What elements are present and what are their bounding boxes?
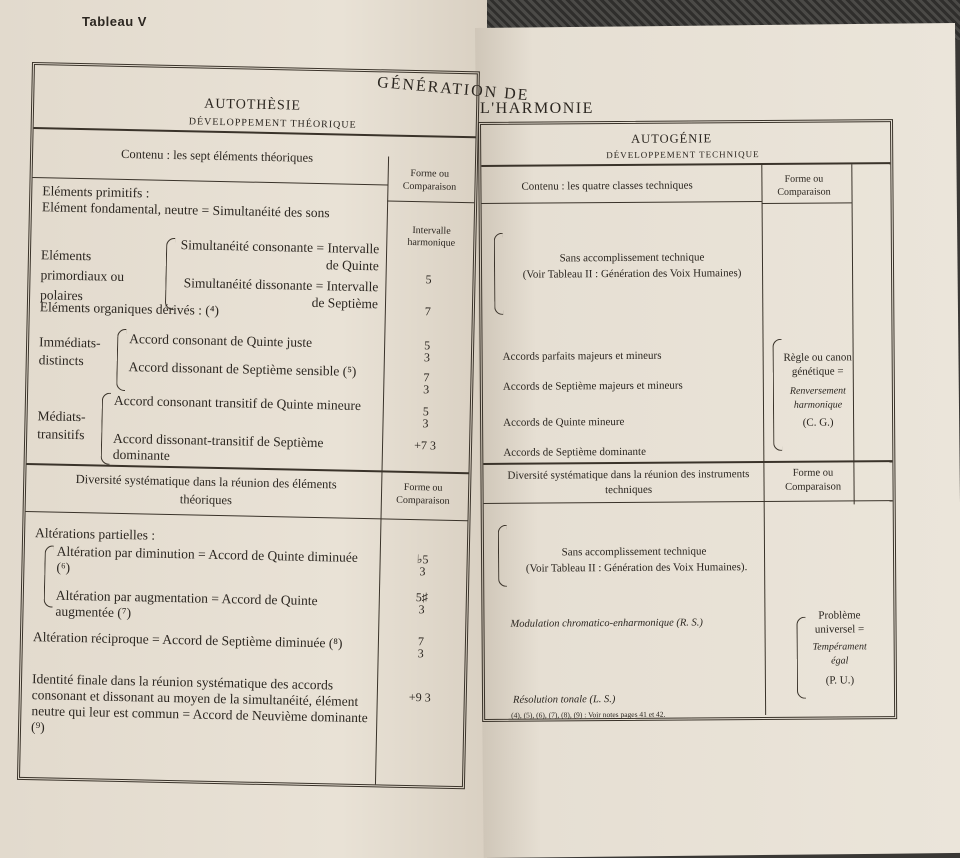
figure-plus7-3: +7 3 bbox=[414, 438, 437, 453]
regle-canon: Règle ou canon génétique = bbox=[783, 351, 852, 378]
accords-septieme: Accords de Septième majeurs et mineurs bbox=[502, 379, 683, 393]
col-head-forme-right: Forme ou Comparaison bbox=[777, 173, 831, 198]
figure-plus9-3: +9 3 bbox=[408, 690, 431, 705]
brace bbox=[494, 233, 504, 315]
title-right: L'HARMONIE bbox=[480, 100, 594, 117]
identite-finale: Identité finale dans la réunion systématique des accords consonant et dissonant au moyen de la simultanéité, élément neutre qui leur est commun = Accord de Neuvième dominante (⁹) bbox=[30, 671, 368, 735]
figure-flat5-3: ♭5 3 bbox=[416, 552, 429, 579]
autogenie-subtitle: DÉVELOPPEMENT TECHNIQUE bbox=[606, 149, 760, 161]
divider bbox=[34, 127, 476, 138]
autogenie-title: AUTOGÉNIE bbox=[631, 131, 713, 146]
temperament-egal: Tempérament égal bbox=[812, 641, 867, 667]
pu-label: (P. U.) bbox=[825, 674, 855, 687]
column-divider bbox=[851, 164, 854, 504]
mediats-label: Médiats-transitifs bbox=[37, 408, 86, 443]
col-head-contenu: Contenu : les sept éléments théoriques bbox=[120, 146, 314, 165]
alteration-augmentation: Altération par augmentation = Accord de Quinte augmentée (⁷) bbox=[55, 587, 318, 621]
page-label: Tableau V bbox=[82, 14, 147, 29]
figure-5-3: 5 3 bbox=[422, 404, 429, 431]
divider bbox=[387, 200, 474, 203]
organiques-label: Eléments organiques dérivés : (⁴) bbox=[39, 299, 220, 318]
autothesie-subtitle: DÉVELOPPEMENT THÉORIQUE bbox=[188, 116, 357, 131]
accords-parfaits: Accords parfaits majeurs et mineurs bbox=[502, 349, 662, 363]
col-head-forme: Forme ou Comparaison bbox=[402, 167, 457, 193]
renversement-harmonique: Renversement harmonique bbox=[789, 385, 846, 411]
figure-5sharp-3: 5♯ 3 bbox=[415, 590, 429, 617]
divider bbox=[762, 202, 852, 204]
figure-7-3: 7 3 bbox=[423, 370, 430, 397]
divider bbox=[483, 460, 892, 465]
simult-consonante: Simultanéité consonante = Intervalle de Quinte bbox=[180, 237, 380, 274]
divider bbox=[482, 201, 762, 204]
brace bbox=[116, 329, 126, 391]
diversite-heading: Diversité systématique dans la réunion des éléments théoriques bbox=[75, 472, 337, 508]
alteration-diminution: Altération par diminution = Accord de Quinte diminuée (⁶) bbox=[56, 543, 359, 575]
brace bbox=[101, 393, 112, 465]
primitifs-label: Eléments primitifs : bbox=[42, 183, 150, 201]
forme-heading-2: Forme ou Comparaison bbox=[396, 481, 450, 507]
autothesie-table bbox=[17, 62, 480, 789]
autothesie-title: AUTOTHÈSIE bbox=[203, 96, 302, 114]
accords-septieme-dominante: Accords de Septième dominante bbox=[503, 445, 647, 459]
alteration-reciproque: Altération réciproque = Accord de Septième diminuée (⁸) bbox=[32, 629, 343, 651]
figure-5: 5 bbox=[425, 272, 432, 287]
title-left: GÉNÉRATION DE bbox=[376, 74, 531, 105]
primordiaux-label: Eléments primordiaux ou polaires bbox=[39, 247, 125, 304]
diversite-heading-right: Diversité systématique dans la réunion des instruments techniques bbox=[507, 468, 750, 497]
sans-accomplissement-2: Sans accomplissement technique bbox=[561, 545, 707, 559]
divider bbox=[26, 511, 468, 521]
immediats-label: Immédiats-distincts bbox=[38, 334, 101, 369]
brace bbox=[773, 339, 783, 451]
accord-dissonant-septieme: Accord dissonant de Septième sensible (⁵) bbox=[128, 359, 357, 379]
alterations-label: Altérations partielles : bbox=[34, 525, 156, 543]
voir-tableau-2: (Voir Tableau II : Génération des Voix Humaines). bbox=[525, 561, 748, 575]
probleme-universel: Problème universel = bbox=[814, 609, 865, 636]
figure-5-3: 5 3 bbox=[423, 338, 431, 365]
col-head-contenu-right: Contenu : les quatre classes techniques bbox=[521, 179, 693, 193]
divider bbox=[481, 162, 890, 167]
brace bbox=[165, 238, 176, 310]
accords-quinte-mineure: Accords de Quinte mineure bbox=[503, 415, 625, 429]
modulation-chromatico: Modulation chromatico-enharmonique (R. S.) bbox=[510, 617, 703, 630]
brace bbox=[44, 545, 54, 607]
voir-tableau-1: (Voir Tableau II : Génération des Voix Humaines) bbox=[522, 267, 742, 281]
intervalle-harmonique: Intervalle harmonique bbox=[407, 225, 456, 249]
brace bbox=[498, 525, 507, 587]
column-divider bbox=[761, 165, 766, 715]
figure-7: 7 bbox=[424, 304, 432, 319]
accord-consonant-quinte: Accord consonant de Quinte juste bbox=[129, 331, 313, 350]
forme-heading-right-2: Forme ou Comparaison bbox=[785, 467, 842, 493]
autogenie-table bbox=[478, 119, 897, 722]
resolution-tonale: Résolution tonale (L. S.) bbox=[512, 694, 616, 706]
simult-dissonante: Simultanéité dissonante = Intervalle de Septième bbox=[183, 275, 379, 312]
accord-transitif-septieme: Accord dissonant-transitif de Septième dominante bbox=[112, 430, 324, 463]
footnote-references: (4), (5), (6), (7), (8), (9) : Voir notes pages 41 et 42. bbox=[511, 709, 666, 720]
sans-accomplissement-1: Sans accomplissement technique bbox=[559, 251, 705, 265]
fondamental-text: Elément fondamental, neutre = Simultanéité des sons bbox=[41, 199, 330, 221]
figure-7-3: 7 3 bbox=[417, 634, 425, 661]
cg-label: (C. G.) bbox=[802, 416, 834, 429]
accord-transitif-quinte: Accord consonant transitif de Quinte mineure bbox=[113, 392, 362, 413]
divider bbox=[484, 500, 893, 504]
